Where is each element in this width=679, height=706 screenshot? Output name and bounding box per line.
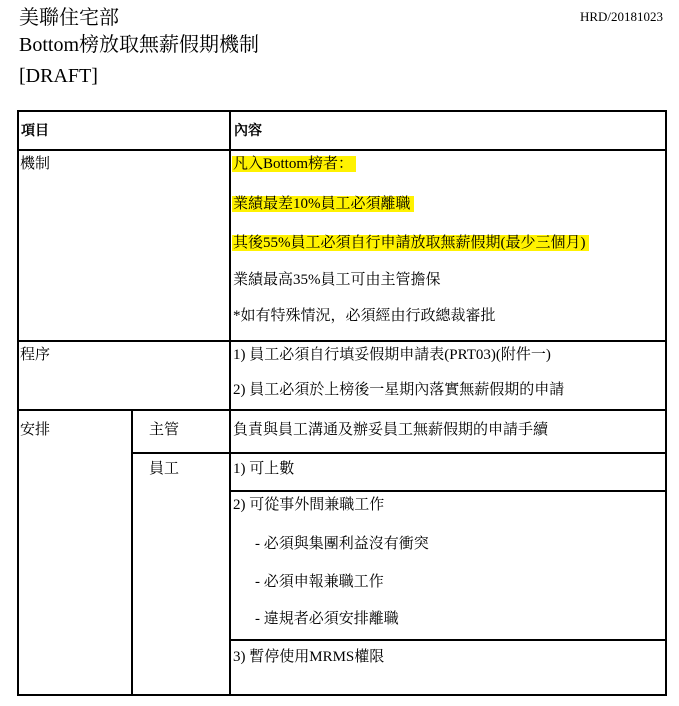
staff-item2-divider <box>229 639 667 641</box>
staff-item-1: 1) 可上數 <box>233 461 295 477</box>
mechanism-label: 機制 <box>20 156 51 172</box>
company-name: 美聯住宅部 <box>19 7 119 29</box>
staff-item-3: 3) 暫停使用MRMS權限 <box>233 649 385 665</box>
label-column-divider <box>229 110 231 696</box>
mechanism-line-1 <box>233 154 356 174</box>
table-border-right <box>665 110 667 696</box>
mechanism-line-1-text: 凡入Bottom榜者： <box>232 156 356 172</box>
table-border-bottom <box>17 694 667 696</box>
staff-item-2: 2) 可從事外間兼職工作 <box>233 497 385 513</box>
mechanism-line-3-text: 其後55%員工必須自行申請放取無薪假期(最少三個月) <box>232 235 589 251</box>
arrangement-label: 安排 <box>20 422 51 438</box>
staff-subitem-3: - 違規者必須安排離職 <box>255 611 399 627</box>
staff-subitem-1: - 必須與集團利益沒有衝突 <box>255 536 429 552</box>
mechanism-line-3 <box>233 233 589 253</box>
procedure-label: 程序 <box>20 347 51 363</box>
procedure-step-2: 2) 員工必須於上榜後一星期內落實無薪假期的申請 <box>233 382 565 398</box>
mechanism-line-4: 業績最高35%員工可由主管擔保 <box>233 272 441 288</box>
supervisor-row-divider <box>131 452 667 454</box>
procedure-step-1: 1) 員工必須自行填妥假期申請表(PRT03)(附件一) <box>233 347 551 363</box>
staff-label: 員工 <box>149 461 180 477</box>
supervisor-duty: 負責與員工溝通及辦妥員工無薪假期的申請手續 <box>233 422 549 438</box>
mechanism-line-2 <box>233 194 414 214</box>
policy-table <box>17 110 667 696</box>
sublabel-column-divider <box>131 409 133 696</box>
procedure-row-divider <box>17 409 667 411</box>
document-title: Bottom榜放取無薪假期機制 <box>19 34 260 56</box>
mechanism-row-divider <box>17 340 667 342</box>
header-row-divider <box>17 149 667 151</box>
column-header-item: 項目 <box>21 123 49 139</box>
mechanism-line-2-text: 業績最差10%員工必須離職 <box>232 196 414 212</box>
draft-status: [DRAFT] <box>19 65 98 87</box>
supervisor-label: 主管 <box>149 422 180 438</box>
table-border-left <box>17 110 19 696</box>
table-border-top <box>17 110 667 112</box>
staff-item1-divider <box>229 490 667 492</box>
column-header-content: 內容 <box>234 123 262 139</box>
document-reference: HRD/20181023 <box>579 9 663 24</box>
staff-subitem-2: - 必須申報兼職工作 <box>255 574 384 590</box>
mechanism-line-5: *如有特殊情況，必須經由行政總裁審批 <box>233 308 496 324</box>
